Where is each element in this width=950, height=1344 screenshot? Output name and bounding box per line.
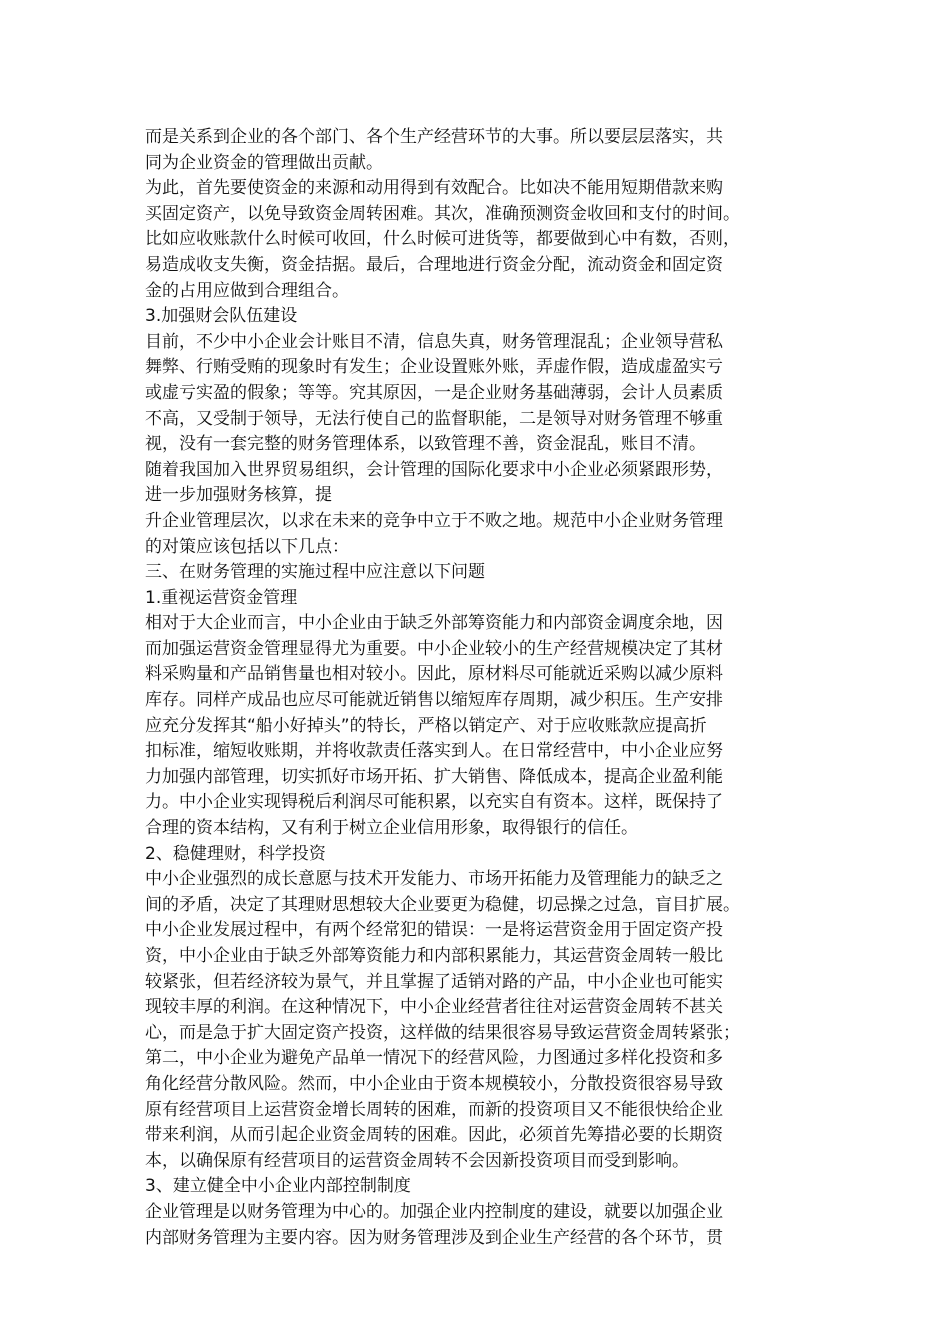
heading-text: 三、在财务管理的实施过程中应注意以下问题 (145, 562, 485, 583)
paragraph-line: 中小企业发展过程中，有两个经常犯的错误：一是将运营资金用于固定资产投 (145, 920, 723, 941)
paragraph-line: 视，没有一套完整的财务管理体系，以致管理不善，资金混乱，账目不清。 (145, 434, 706, 455)
body-paragraph (145, 1200, 810, 1251)
paragraph-line: 角化经营分散风险。然而，中小企业由于资本规模较小，分散投资很容易导致 (145, 1073, 723, 1094)
paragraph-line: 扣标准，缩短收账期，并将收款责任落实到人。在日常经营中，中小企业应努 (145, 741, 723, 762)
paragraph-line: 本，以确保原有经营项目的运营资金周转不会因新投资项目而受到影响。 (145, 1150, 689, 1171)
section-heading (145, 842, 810, 868)
paragraph-line: 间的矛盾，决定了其理财思想较大企业要更为稳健，切忌操之过急，盲目扩展。 (145, 894, 740, 915)
paragraph-line: 力。中小企业实现锝税后利润尽可能积累，以充实自有资本。这样，既保持了 (145, 792, 723, 813)
paragraph-line: 中小企业强烈的成长意愿与技术开发能力、市场开拓能力及管理能力的缺乏之 (145, 869, 723, 890)
paragraph-line: 第二，中小企业为避免产品单一情况下的经营风险，力图通过多样化投资和多 (145, 1048, 723, 1069)
paragraph-line: 同为企业资金的管理做出贡献。 (145, 152, 383, 173)
paragraph-line: 目前，不少中小企业会计账目不清，信息失真，财务管理混乱；企业领导营私 (145, 331, 723, 352)
body-paragraph (145, 611, 810, 841)
paragraph-line: 进一步加强财务核算，提 (145, 485, 332, 506)
paragraph-line: 而加强运营资金管理显得尤为重要。中小企业较小的生产经营规模决定了其材 (145, 638, 723, 659)
paragraph-line: 比如应收账款什么时候可收回，什么时候可进货等，都要做到心中有数，否则， (145, 229, 740, 250)
paragraph-line: 而是关系到企业的各个部门、各个生产经营环节的大事。所以要层层落实，共 (145, 127, 723, 147)
paragraph-line: 心，而是急于扩大固定资产投资，这样做的结果很容易导致运营资金周转紧张； (145, 1022, 740, 1043)
paragraph-line: 合理的资本结构，又有利于树立企业信用形象，取得银行的信任。 (145, 818, 638, 839)
paragraph-line: 的对策应该包括以下几点： (145, 536, 349, 557)
body-paragraph (145, 509, 810, 560)
paragraph-line: 带来利润，从而引起企业资金周转的困难。因此，必须首先筹措必要的长期资 (145, 1125, 723, 1146)
paragraph-line: 或虚亏实盈的假象；等等。究其原因，一是企业财务基础薄弱，会计人员素质 (145, 382, 723, 403)
paragraph-line: 料采购量和产品销售量也相对较小。因此，原材料尽可能就近采购以减少原料 (145, 664, 723, 685)
document-page (145, 125, 810, 1251)
paragraph-line: 易造成收支失衡，资金拮据。最后，合理地进行资金分配，流动资金和固定资 (145, 254, 723, 275)
body-paragraph (145, 867, 810, 1174)
heading-text: 1.重视运营资金管理 (145, 587, 298, 608)
body-paragraph (145, 176, 810, 304)
section-heading (145, 1174, 810, 1200)
paragraph-line: 力加强内部管理，切实抓好市场开拓、扩大销售、降低成本，提高企业盈利能 (145, 766, 723, 787)
paragraph-line: 资，中小企业由于缺乏外部筹资能力和内部积累能力，其运营资金周转一般比 (145, 946, 723, 966)
body-paragraph (145, 458, 810, 509)
section-heading (145, 304, 810, 330)
heading-text: 3.加强财会队伍建设 (145, 306, 298, 327)
section-heading (145, 586, 810, 612)
paragraph-line: 为此，首先要使资金的来源和动用得到有效配合。比如决不能用短期借款来购 (145, 178, 723, 199)
section-heading (145, 560, 810, 586)
paragraph-line: 升企业管理层次，以求在未来的竞争中立于不败之地。规范中小企业财务管理 (145, 510, 723, 531)
paragraph-line: 不高，又受制于领导，无法行使自己的监督职能，二是领导对财务管理不够重 (145, 408, 723, 429)
paragraph-line: 库存。同样产成品也应尽可能就近销售以缩短库存周期，减少积压。生产安排 (145, 690, 723, 711)
paragraph-line: 应充分发挥其“船小好掉头”的特长，严格以销定产、对于应收账款应提高折 (145, 715, 707, 736)
paragraph-line: 较紧张，但若经济较为景气，并且掌握了适销对路的产品，中小企业也可能实 (145, 971, 723, 992)
paragraph-line: 内部财务管理为主要内容。因为财务管理涉及到企业生产经营的各个环节，贯 (145, 1227, 723, 1248)
paragraph-line: 现较丰厚的利润。在这种情况下，中小企业经营者往往对运营资金周转不甚关 (145, 997, 723, 1018)
paragraph-line: 舞弊、行贿受贿的现象时有发生；企业设置账外账，弄虚作假，造成虚盈实亏 (145, 357, 723, 378)
heading-text: 3、建立健全中小企业内部控制制度 (145, 1176, 411, 1197)
paragraph-line: 随着我国加入世界贸易组织，会计管理的国际化要求中小企业必须紧跟形势， (145, 459, 723, 480)
paragraph-line: 相对于大企业而言，中小企业由于缺乏外部筹资能力和内部资金调度余地，因 (145, 613, 723, 634)
paragraph-line: 原有经营项目上运营资金增长周转的困难，而新的投资项目又不能很快给企业 (145, 1099, 723, 1120)
body-paragraph (145, 125, 810, 176)
paragraph-line: 企业管理是以财务管理为中心的。加强企业内控制度的建设，就要以加强企业 (145, 1201, 723, 1222)
body-paragraph (145, 330, 810, 458)
heading-text: 2、稳健理财，科学投资 (145, 843, 326, 864)
paragraph-line: 买固定资产，以免导致资金周转困难。其次，准确预测资金收回和支付的时间。 (145, 203, 740, 224)
paragraph-line: 金的占用应做到合理组合。 (145, 280, 349, 301)
